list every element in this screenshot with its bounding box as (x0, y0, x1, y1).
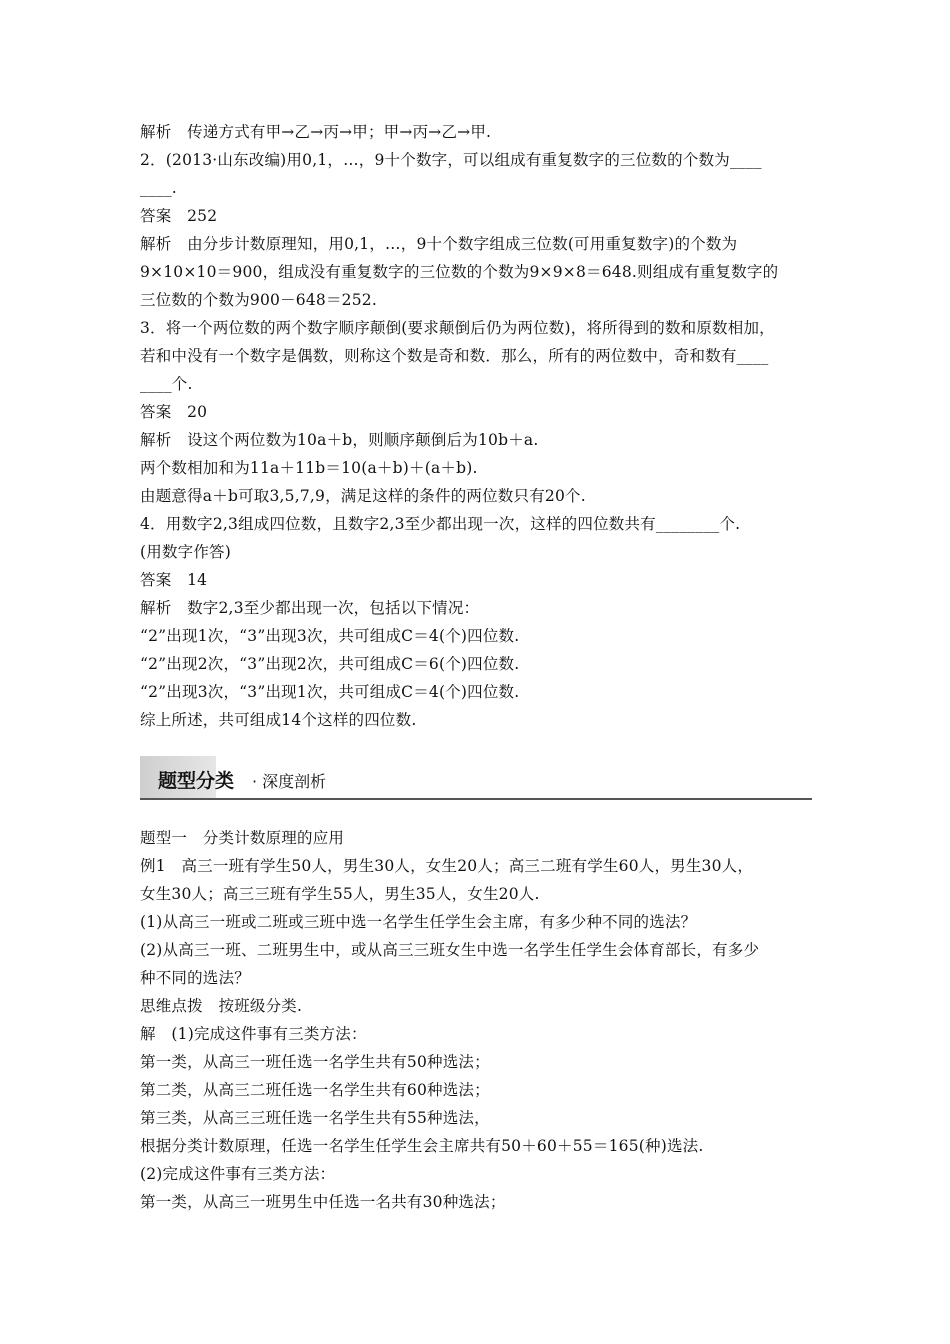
text-line: 由题意得a＋b可取3,5,7,9，满足这样的条件的两位数只有20个. (140, 487, 586, 505)
text-line: 思维点拨 按班级分类. (140, 997, 303, 1015)
text-line: ____. (140, 179, 177, 197)
text-line: 第一类，从高三一班男生中任选一名共有30种选法； (140, 1193, 506, 1211)
text-line: 解析 传递方式有甲→乙→丙→甲；甲→丙→乙→甲. (140, 123, 492, 141)
text-line: 3．将一个两位数的两个数字顺序颠倒(要求颠倒后仍为两位数)，将所得到的数和原数相加， (140, 319, 775, 337)
text-line: 第三类，从高三三班任选一名学生共有55种选法， (140, 1109, 490, 1127)
text-line: 若和中没有一个数字是偶数，则称这个数是奇和数．那么，所有的两位数中，奇和数有____ (140, 347, 769, 365)
text-line: 解析 数字2,3至少都出现一次，包括以下情况： (140, 599, 480, 617)
text-line: ____个. (140, 375, 193, 393)
text-line: (2)从高三一班、二班男生中，或从高三三班女生中选一名学生任学生会体育部长，有多少 (140, 941, 760, 959)
section-header (140, 756, 812, 800)
text-line: 综上所述，共可组成14个这样的四位数. (140, 711, 417, 729)
text-line: “2”出现3次，“3”出现1次，共可组成C＝4(个)四位数. (140, 683, 520, 701)
text-line: (1)从高三一班或二班或三班中选一名学生任学生会主席，有多少种不同的选法？ (140, 913, 697, 931)
text-line: 第二类，从高三二班任选一名学生共有60种选法； (140, 1081, 490, 1099)
text-line: 9×10×10＝900，组成没有重复数字的三位数的个数为9×9×8＝648.则组成有重复数字的 (140, 263, 779, 281)
text-line: 第一类，从高三一班任选一名学生共有50种选法； (140, 1053, 490, 1071)
section-title: 题型分类 (158, 770, 235, 792)
text-line: 答案 252 (140, 207, 218, 225)
text-line: 三位数的个数为900－648＝252. (140, 291, 377, 309)
section-divider (140, 798, 812, 800)
text-line: 解析 由分步计数原理知，用0,1，…，9十个数字组成三位数(可用重复数字)的个数为 (140, 235, 738, 253)
text-line: 女生30人；高三三班有学生55人，男生35人，女生20人. (140, 885, 540, 903)
text-line: 2．(2013·山东改编)用0,1，…，9十个数字，可以组成有重复数字的三位数的个数为____ (140, 151, 762, 169)
text-line: 答案 20 (140, 403, 208, 421)
text-line: 根据分类计数原理，任选一名学生任学生会主席共有50＋60＋55＝165(种)选法. (140, 1137, 704, 1155)
text-line: 解析 设这个两位数为10a＋b，则顺序颠倒后为10b＋a. (140, 431, 539, 449)
text-line: 4．用数字2,3组成四位数，且数字2,3至少都出现一次，这样的四位数共有________个. (140, 515, 741, 533)
section-subtitle: · 深度剖析 (252, 772, 327, 791)
text-line: 答案 14 (140, 571, 208, 589)
text-line: 解 (1)完成这件事有三类方法： (140, 1025, 367, 1043)
text-line: (用数字作答) (140, 543, 231, 561)
text-line: 种不同的选法？ (140, 969, 250, 987)
text-line: 题型一 分类计数原理的应用 (140, 829, 345, 847)
text-line: 例1 高三一班有学生50人，男生30人，女生20人；高三二班有学生60人，男生30人， (140, 857, 754, 875)
text-line: “2”出现1次，“3”出现3次，共可组成C＝4(个)四位数. (140, 627, 520, 645)
text-line: 两个数相加和为11a＋11b＝10(a＋b)＋(a＋b). (140, 459, 478, 477)
text-line: (2)完成这件事有三类方法： (140, 1165, 336, 1183)
text-line: “2”出现2次，“3”出现2次，共可组成C＝6(个)四位数. (140, 655, 520, 673)
